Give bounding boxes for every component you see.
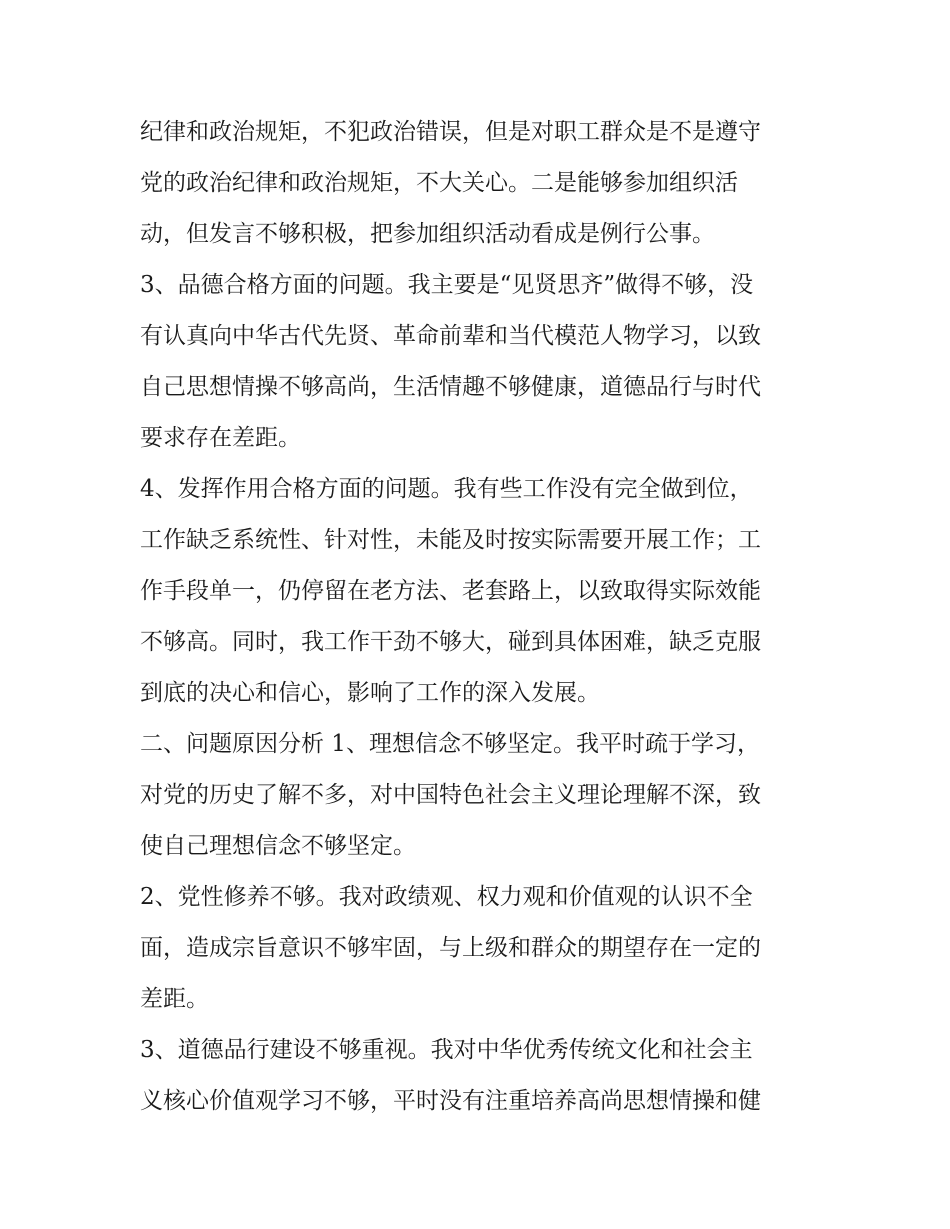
text-line: 3、品德合格方面的问题。我主要是“见贤思齐”做得不够，没: [140, 272, 754, 298]
text-line: 工作缺乏系统性、针对性，未能及时按实际需要开展工作；工: [140, 527, 761, 553]
text-line: 使自己理想信念不够坚定。: [140, 833, 416, 859]
text-line: 作手段单一，仍停留在老方法、老套路上，以致取得实际效能: [140, 578, 761, 604]
text-line: 党的政治纪律和政治规矩，不大关心。二是能够参加组织活: [140, 170, 738, 196]
text-line: 对党的历史了解不多，对中国特色社会主义理论理解不深，致: [140, 782, 761, 808]
text-line: 有认真向中华古代先贤、革命前辈和当代模范人物学习，以致: [140, 323, 761, 349]
text-line: 动，但发言不够积极，把参加组织活动看成是例行公事。: [140, 221, 715, 247]
paragraph-political-discipline: [140, 107, 820, 260]
text-line: 义核心价值观学习不够，平时没有注重培养高尚思想情操和健: [140, 1088, 761, 1114]
text-line: 面，造成宗旨意识不够牢固，与上级和群众的期望存在一定的: [140, 935, 761, 961]
text-line: 二、问题原因分析 1、理想信念不够坚定。我平时疏于学习，: [140, 731, 760, 757]
text-line: 4、发挥作用合格方面的问题。我有些工作没有完全做到位，: [140, 476, 753, 502]
text-line: 到底的决心和信心，影响了工作的深入发展。: [140, 680, 600, 706]
text-line: 纪律和政治规矩，不犯政治错误，但是对职工群众是不是遵守: [140, 119, 761, 145]
text-line: 差距。: [140, 986, 209, 1012]
text-line: 自己思想情操不够高尚，生活情趣不够健康，道德品行与时代: [140, 374, 761, 400]
text-line: 2、党性修养不够。我对政绩观、权力观和价值观的认识不全: [140, 884, 753, 910]
text-line: 要求存在差距。: [140, 425, 301, 451]
document-body: [140, 107, 820, 1127]
paragraph-cause-analysis: [140, 719, 820, 872]
text-line: 3、道德品行建设不够重视。我对中华优秀传统文化和社会主: [140, 1037, 753, 1063]
paragraph-role-performance: [140, 464, 820, 719]
paragraph-party-spirit: [140, 872, 820, 1025]
paragraph-moral-construction: [140, 1025, 820, 1127]
paragraph-moral-character: [140, 260, 820, 464]
text-line: 不够高。同时，我工作干劲不够大，碰到具体困难，缺乏克服: [140, 629, 761, 655]
